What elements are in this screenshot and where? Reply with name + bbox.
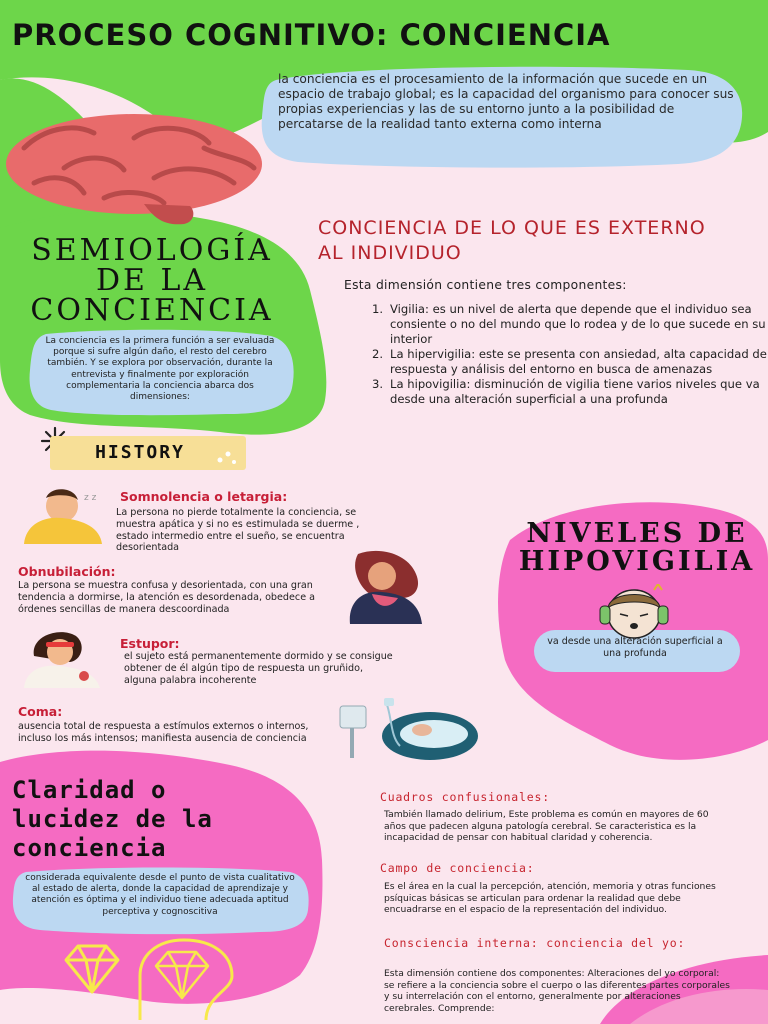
list-text: La hipovigilia: disminución de vigilia tiene varios niveles que va desde una alteración superficial a una profunda bbox=[390, 377, 760, 406]
list-number: 2. bbox=[372, 347, 384, 361]
tired-face-icon bbox=[594, 584, 674, 640]
external-intro: Esta dimensión contiene tres componentes: bbox=[344, 278, 627, 292]
level-text: el sujeto está permanentemente dormido y se consigue obtener de él algún tipo de respuesta un gruñido, alguna palabra incoherente bbox=[124, 651, 393, 686]
headache-person-icon bbox=[20, 626, 110, 688]
diamond-head-icon bbox=[56, 936, 256, 1020]
page-title: PROCESO COGNITIVO: CONCIENCIA bbox=[12, 18, 611, 52]
level-text: ausencia total de respuesta a estímulos externos o internos, incluso los más intensos; manifiesta ausencia de conciencia bbox=[18, 721, 309, 744]
sparkle-icon bbox=[212, 444, 242, 470]
level-text: La persona se muestra confusa y desorientada, con una gran tendencia a dormirse, la atención es desordenada, obedece a órdenes sencillas de manera descoordinada bbox=[18, 580, 316, 615]
definition-text: la conciencia es el procesamiento de la información que sucede en un espacio de trabajo global; es la capacidad del organismo para conocer sus propias experiencias y las de su entorno junto a la posibilidad de percatarse de la realidad tanto externa como interna bbox=[278, 72, 734, 131]
hypovigilia-text: va desde una alteración superficial a una profunda bbox=[547, 636, 723, 659]
hypovigilia-title: NIVELES DE HIPOVIGILIA bbox=[518, 518, 756, 577]
list-text: Vigilia: es un nivel de alerta que depende que el individuo sea consiente o no del mundo que lo rodea y de lo que sucede en su interior bbox=[390, 302, 766, 346]
list-item bbox=[372, 377, 768, 407]
sleepy-person-icon bbox=[14, 484, 104, 544]
external-title: CONCIENCIA DE LO QUE ES EXTERNO AL INDIVIDUO bbox=[318, 217, 706, 264]
field-text: Es el área en la cual la percepción, atención, memoria y otras funciones psíquicas básicas se articulan para ordenar la realidad que debe encuadrarse en el espacio de la representación del individuo. bbox=[384, 881, 716, 915]
external-list bbox=[372, 302, 768, 407]
semiology-title: SEMIOLOGÍA DE LA CONCIENCIA bbox=[30, 233, 274, 328]
svg-text:z z: z z bbox=[84, 493, 97, 503]
list-number: 1. bbox=[372, 302, 384, 316]
hospital-bed-icon bbox=[330, 696, 480, 762]
level-heading: Coma: bbox=[18, 704, 63, 719]
level-heading: Obnubilación: bbox=[18, 564, 116, 579]
list-item bbox=[372, 302, 768, 347]
clarity-title: Claridad o lucidez de la conciencia bbox=[12, 776, 213, 862]
level-heading: Estupor: bbox=[120, 636, 180, 651]
internal-text: Esta dimensión contiene dos componentes: Alteraciones del yo corporal: se refiere a la conciencia sobre el cuerpo o las diferentes partes corporales y su interrelación con el entorno, generalmente por alteraciones cerebrales. Comprende: bbox=[384, 968, 730, 1014]
history-label: HISTORY bbox=[95, 442, 185, 463]
confusional-text: También llamado delirium, Este problema es común en mayores de 60 años que padecen alguna patología cerebral. Se caracteristica es la incapacidad de pensar con habitual claridad y coherencia. bbox=[384, 809, 709, 843]
sad-person-icon bbox=[330, 548, 430, 628]
confusional-heading: Cuadros confusionales: bbox=[380, 790, 550, 804]
list-text: La hipervigilia: este se presenta con ansiedad, alta capacidad de respuesta y análisis del entorno en busca de amenazas bbox=[390, 347, 767, 376]
list-item bbox=[372, 347, 768, 377]
level-heading: Somnolencia o letargia: bbox=[120, 489, 288, 504]
semiology-text: La conciencia es la primera función a ser evaluada porque si sufre algún daño, el resto del cerebro también. Y se explora por observación, durante la entrevista y finalmente por exploración complementaria la conciencia abarca dos dimensiones: bbox=[45, 336, 275, 403]
clarity-text: considerada equivalente desde el punto de vista cualitativo al estado de alerta, donde la capacidad de aprendizaje y atención es óptima y el individuo tiene adecuada aptitud perceptiva y cognoscitiva bbox=[25, 873, 295, 917]
level-text: La persona no pierde totalmente la conciencia, se muestra apática y si no es estimulada se duerme , estado intermedio entre el sueño, se encuentra desorientada bbox=[116, 507, 360, 554]
internal-heading: Consciencia interna: conciencia del yo: bbox=[384, 936, 686, 950]
list-number: 3. bbox=[372, 377, 384, 391]
field-heading: Campo de conciencia: bbox=[380, 861, 535, 875]
brain-icon bbox=[4, 108, 274, 228]
